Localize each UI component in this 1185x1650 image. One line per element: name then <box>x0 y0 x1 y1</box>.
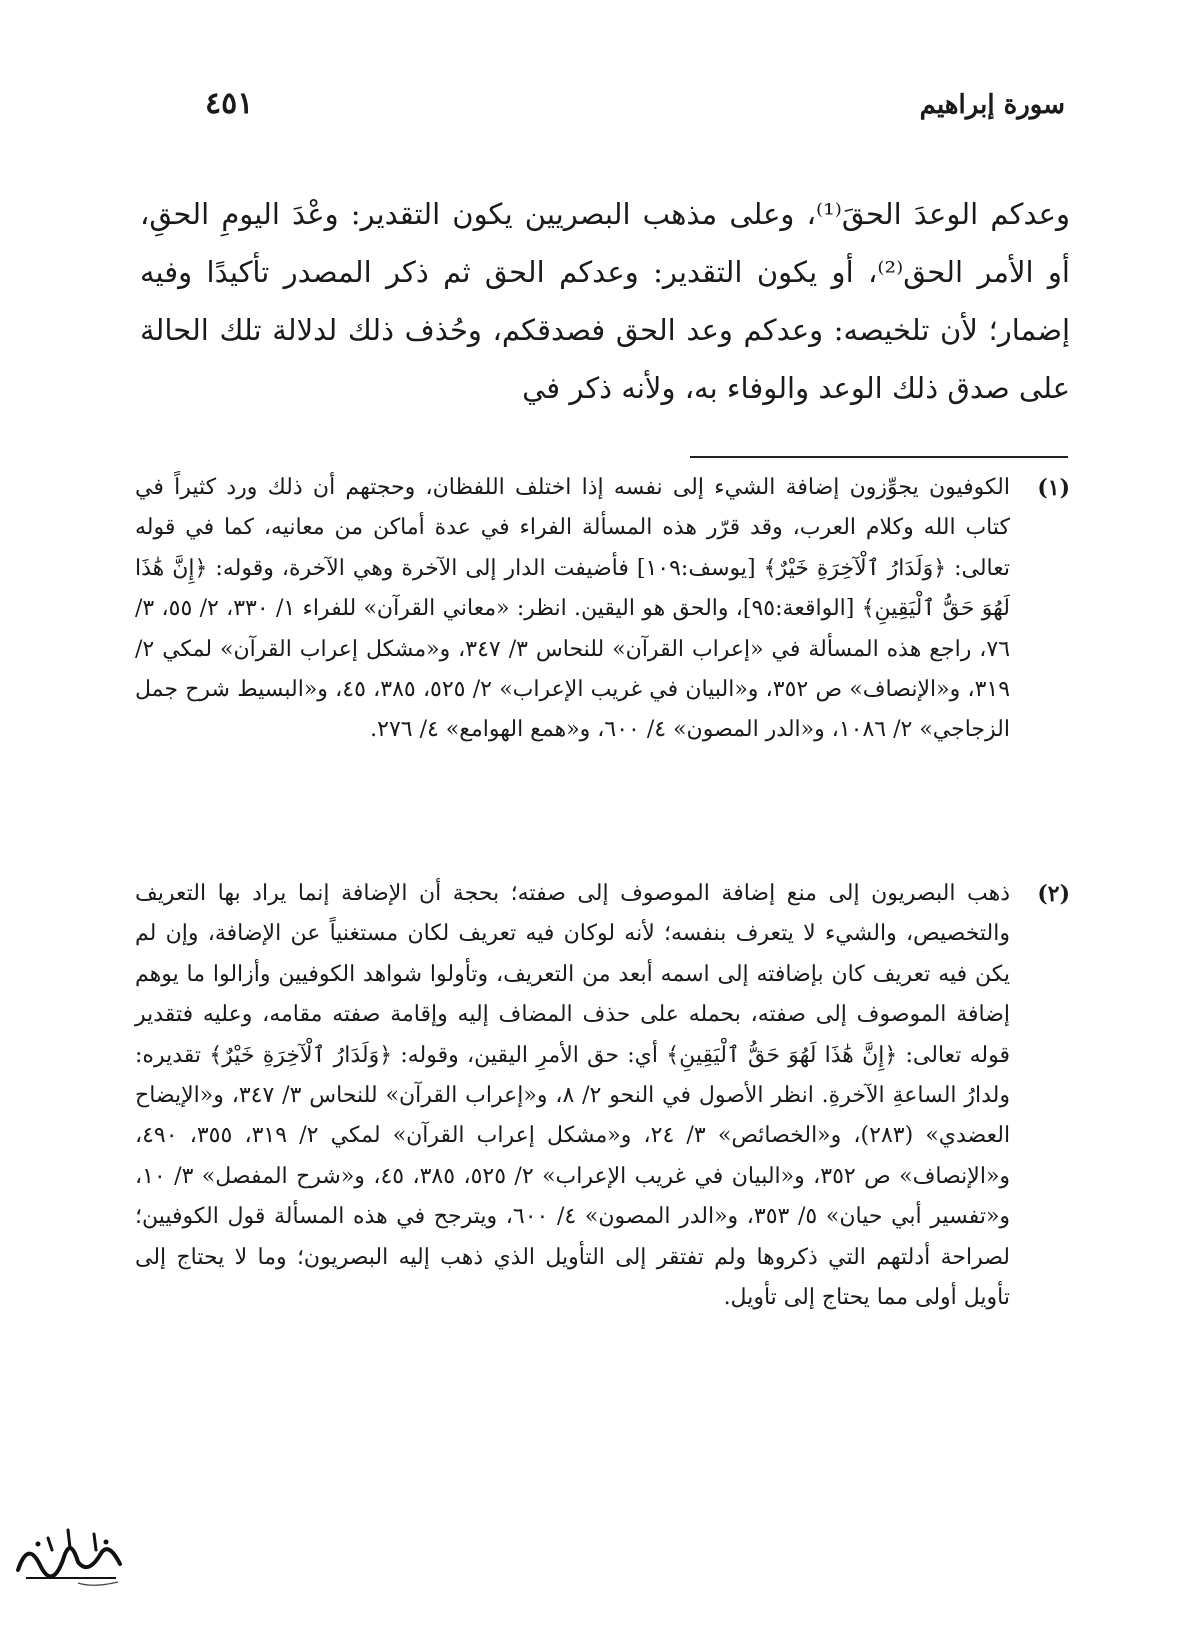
footnote-text: ذهب البصريون إلى منع إضافة الموصوف إلى صفته؛ بحجة أن الإضافة إنما يراد بها التعريف والتخصيص، والشيء لا يتعرف بنفسه؛ لأنه لوكان فيه تعريف لكان مستغنياً عن الإضافة، وإن لم يكن فيه تعريف كان بإضافته إلى اسمه أبعد من التعريف، وتأولوا شواهد الكوفيين وأزالوا ما يوهم إضافة الموصوف إلى صفته، بحمله على حذف المضاف إليه وإقامة صفته مقامه، وعليه فتقدير قوله تعالى: ﴿إِنَّ هَٰذَا لَهُوَ حَقُّ ٱلْيَقِينِ﴾ أي: حق الأمرِ اليقين، وقوله: ﴿وَلَدَارُ ٱلْآخِرَةِ خَيْرٌ﴾ تقديره: ولدارُ الساعةِ الآخرةِ. انظر الأصول في النحو ٢/ ٨، و«إعراب القرآن» للنحاس ٣/ ٣٤٧، و«الإيضاح العضدي» (٢٨٣)، و«الخصائص» ٣/ ٢٤، و«مشكل إعراب القرآن» لمكي ٢/ ٣١٩، ٣٥٥، ٤٩٠، و«الإنصاف» ص ٣٥٢، و«البيان في غريب الإعراب» ٢/ ٥٢٥، ٣٨٥، ٤٥، و«شرح المفصل» ٣/ ١٠، و«تفسير أبي حيان» ٥/ ٣٥٣، و«الدر المصون» ٤/ ٦٠٠، ويترجح في هذه المسألة قول الكوفيين؛ لصراحة أدلتهم التي ذكروها ولم تفتقر إلى التأويل الذي ذهب إليه البصريون؛ وما لا يحتاج إلى تأويل أولى مما يحتاج إلى تأويل. <box>135 881 1011 1311</box>
footnote-text: الكوفيون يجوِّزون إضافة الشيء إلى نفسه إذا اختلف اللفظان، وحجتهم أن ذلك ورد كثيراً في كتاب الله وكلام العرب، وقد قرّر هذه المسألة الفراء في عدة أماكن من معانيه، كما في قوله تعالى: ﴿وَلَدَارُ ٱلْآخِرَةِ خَيْرٌ﴾ [يوسف:١٠٩] فأضيفت الدار إلى الآخرة وهي الآخرة، وقوله: ﴿إِنَّ هَٰذَا لَهُوَ حَقُّ ٱلْيَقِينِ﴾ [الواقعة:٩٥]، والحق هو اليقين. انظر: «معاني القرآن» للفراء ١/ ٣٣٠، ٢/ ٥٥، ٣/ ٧٦، راجع هذه المسألة في «إعراب القرآن» للنحاس ٣/ ٣٤٧، و«مشكل إعراب القرآن» لمكي ٢/ ٣١٩، و«الإنصاف» ص ٣٥٢، و«البيان في غريب الإعراب» ٢/ ٥٢٥، ٣٨٥، ٤٥، و«البسيط شرح جمل الزجاجي» ٢/ ١٠٨٦، و«الدر المصون» ٤/ ٦٠٠، و«همع الهوامع» ٤/ ٢٧٦. <box>135 475 1011 743</box>
page-header <box>175 80 1065 130</box>
page-number: ٤٥١ <box>205 86 254 121</box>
running-title: سورة إبراهيم <box>919 90 1065 120</box>
footnotes <box>135 468 1070 1318</box>
footnote-number: (٢) <box>1037 881 1070 907</box>
footnote-separator <box>690 456 1068 458</box>
main-paragraph: وعدكم الوعدَ الحقَ⁽¹⁾، وعلى مذهب البصريين يكون التقدير: وعْدَ اليومِ الحقِ، أو الأمر الحق⁽²⁾، أو يكون التقدير: وعدكم الحق ثم ذكر المصدر تأكيدًا وفيه إضمار؛ لأن تلخيصه: وعدكم وعد الحق فصدقكم، وحُذف ذلك لدلالة تلك الحالة على صدق ذلك الوعد والوفاء به، ولأنه ذكر في <box>140 197 1070 405</box>
footnote-1 <box>135 468 1070 874</box>
footnote-2 <box>135 874 1070 1318</box>
calligraphic-logo-icon <box>8 1520 133 1590</box>
footnote-number: (١) <box>1037 475 1070 501</box>
